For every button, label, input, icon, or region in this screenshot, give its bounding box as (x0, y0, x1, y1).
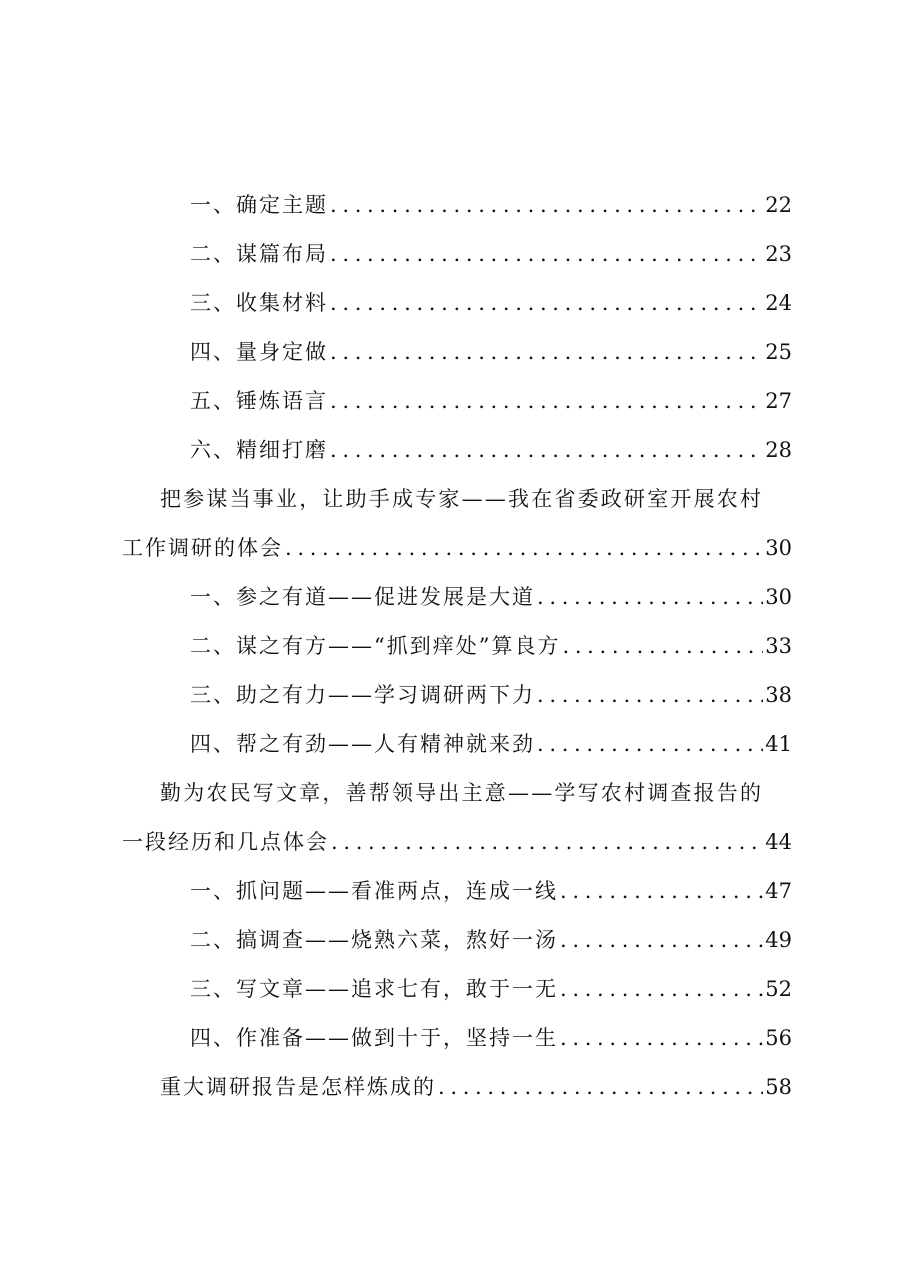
toc-entry-title: 重大调研报告是怎样炼成的 (160, 1075, 436, 1099)
leader-dots (285, 539, 763, 559)
toc-entry-page: 30 (765, 585, 792, 609)
toc-section-title (160, 764, 792, 804)
toc-entry (190, 568, 792, 608)
leader-dots (330, 392, 763, 412)
toc-entry-page: 30 (765, 536, 792, 560)
toc-entry-title: 四、作准备——做到十于，坚持一生 (190, 1026, 558, 1050)
toc-entry (190, 323, 792, 363)
toc-entry (160, 1058, 792, 1098)
toc-entry-page: 56 (765, 1026, 792, 1050)
toc-section-title (160, 470, 792, 510)
leader-dots (537, 686, 763, 706)
toc-entry-page: 22 (765, 193, 792, 217)
toc-entry (122, 813, 792, 853)
leader-dots (330, 343, 763, 363)
toc-entry-page: 33 (765, 634, 792, 658)
leader-dots (560, 980, 763, 1000)
toc-entry-page: 44 (765, 830, 792, 854)
toc-entry-page: 23 (765, 242, 792, 266)
toc-entry-title: 一、参之有道——促进发展是大道 (190, 585, 535, 609)
toc-entry-page: 58 (765, 1075, 792, 1099)
toc-entry-page: 28 (765, 438, 792, 462)
toc-entry (190, 225, 792, 265)
toc-entry-page: 27 (765, 389, 792, 413)
leader-dots (330, 245, 763, 265)
toc-entry (190, 666, 792, 706)
leader-dots (438, 1078, 763, 1098)
toc-entry-title: 二、谋之有方——“抓到痒处”算良方 (190, 634, 561, 658)
toc-entry-page: 38 (765, 683, 792, 707)
toc-entry-page: 47 (765, 879, 792, 903)
toc-entry-title: 三、写文章——追求七有，敢于一无 (190, 977, 558, 1001)
toc-entry-title: 四、帮之有劲——人有精神就来劲 (190, 732, 535, 756)
leader-dots (330, 196, 763, 216)
toc-entry-title: 二、谋篇布局 (190, 242, 328, 266)
toc-entry-title: 一、抓问题——看准两点，连成一线 (190, 879, 558, 903)
leader-dots (560, 931, 763, 951)
toc-entry-title: 六、精细打磨 (190, 438, 328, 462)
leader-dots (560, 1029, 763, 1049)
leader-dots (330, 294, 763, 314)
toc-section-title-text: 勤为农民写文章，善帮领导出主意——学写农村调查报告的 (160, 781, 764, 805)
leader-dots (331, 833, 763, 853)
toc-entry (122, 519, 792, 559)
toc-entry-title: 一段经历和几点体会 (122, 830, 329, 854)
toc-entry-title: 四、量身定做 (190, 340, 328, 364)
toc-entry (190, 617, 792, 657)
toc-entry-title: 三、收集材料 (190, 291, 328, 315)
leader-dots (537, 588, 763, 608)
toc-entry-title: 三、助之有力——学习调研两下力 (190, 683, 535, 707)
toc-entry (190, 960, 792, 1000)
toc-entry (190, 421, 792, 461)
leader-dots (330, 441, 763, 461)
toc-entry (190, 1009, 792, 1049)
toc-entry (190, 274, 792, 314)
toc-entry-page: 24 (765, 291, 792, 315)
toc-entry-title: 一、确定主题 (190, 193, 328, 217)
toc-entry (190, 862, 792, 902)
toc-entry (190, 372, 792, 412)
toc-entry-title: 工作调研的体会 (122, 536, 283, 560)
toc-entry-page: 49 (765, 928, 792, 952)
toc-section-title-text: 把参谋当事业，让助手成专家——我在省委政研室开展农村 (160, 487, 764, 511)
toc-entry (190, 176, 792, 216)
toc-entry-page: 52 (765, 977, 792, 1001)
toc-entry-title: 二、搞调查——烧熟六菜，熬好一汤 (190, 928, 558, 952)
toc-entry (190, 715, 792, 755)
toc-entry-title: 五、锤炼语言 (190, 389, 328, 413)
leader-dots (537, 735, 763, 755)
toc-entry (190, 911, 792, 951)
leader-dots (560, 882, 763, 902)
leader-dots (562, 637, 763, 657)
toc-entry-page: 41 (765, 732, 792, 756)
toc-entry-page: 25 (765, 340, 792, 364)
